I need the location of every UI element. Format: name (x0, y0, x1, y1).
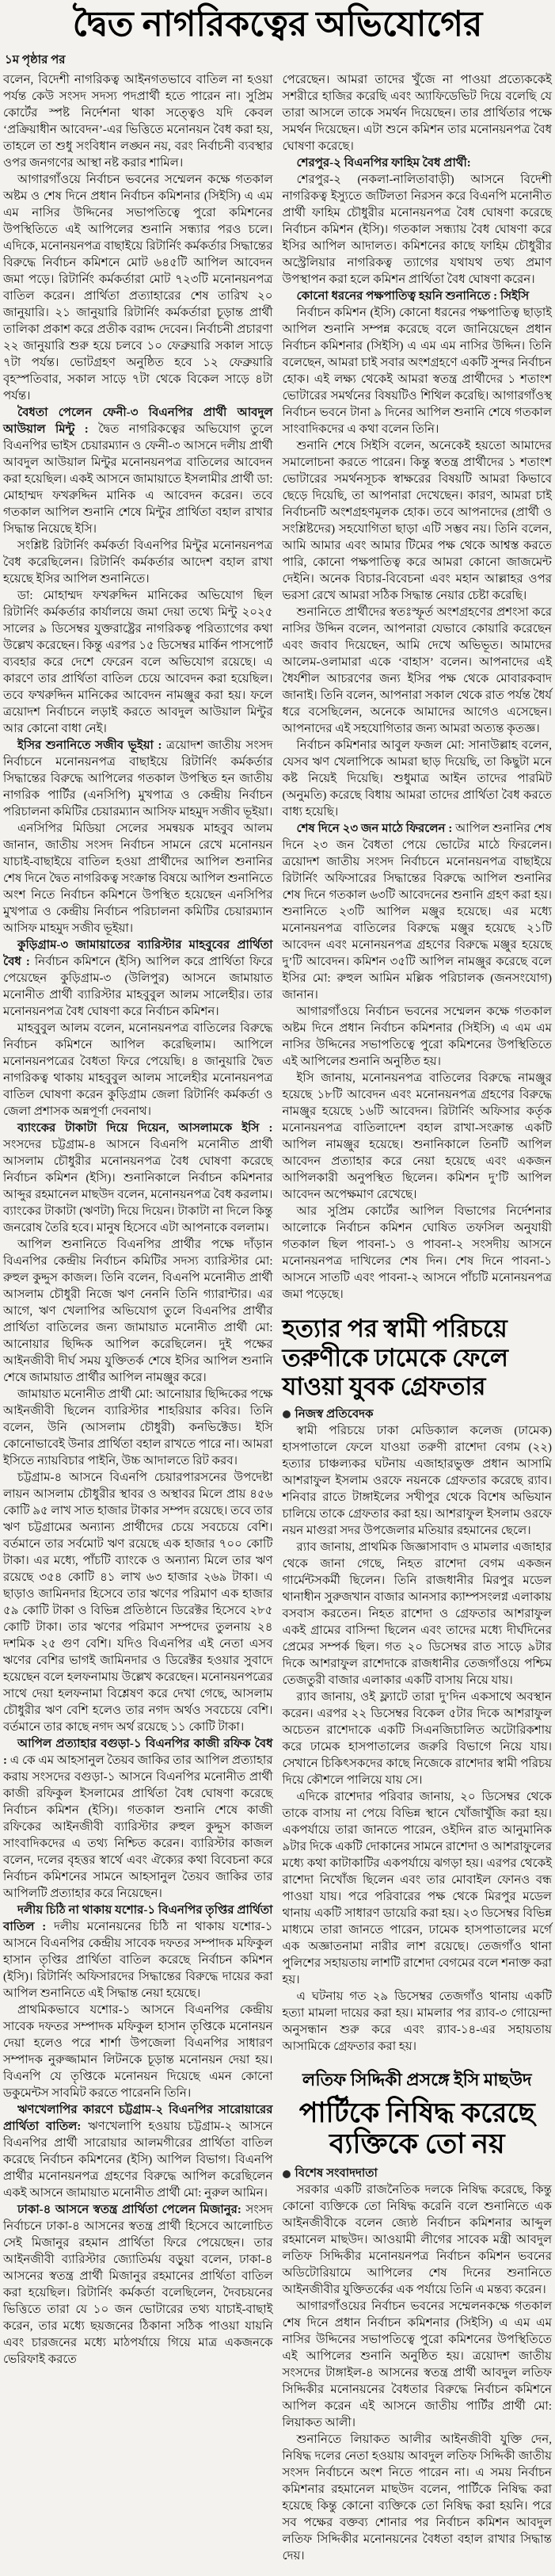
body-paragraph: কুড়িগ্রাম-৩ জামায়াতের ব্যারিস্টার মাহবুবের প্রার্থিতা বৈধ : নির্বাচন কমিশনে (ইসি) আপিল করে প্রার্থিতা ফিরে পেয়েছেন কুড়িগ্রাম-৩ (উলিপুর) আসনে জামায়াত মনোনীত প্রার্থী ব্যারিস্টার মাহবুবুল আলম সালেহীর। তার মনোনয়নপত্র বৈধ ঘোষণা করে নির্বাচন কমিশন। (3, 939, 273, 1019)
body-paragraph: ব্যাংকের টাকাটা দিয়ে দিয়েন, আসলামকে ইসি : সংসদের চট্টগ্রাম-৪ আসনে বিএনপি মনোনীত প্রার্থী আসলাম চৌধুরীর মনোনয়নপত্র বৈধ ঘোষণা করেছে নির্বাচন কমিশন (ইসি)। শুনানিকালে নির্বাচন কমিশনার আব্দুর রহমানেল মাছউদ বলেন, মনোনয়নপত্র বৈধ করলাম। ব্যাংকের টাকাটা (ঋণটা) দিয়ে দিয়েন। টাকাটা না দিলে কিন্তু জনরোষ তৈরি হবে। মানুষ হিসেবে এটা আপনাকে বললাম। (3, 1122, 273, 1235)
body-paragraph: শুনানি শেষে সিইসি বলেন, অনেকেই হয়তো আমাদের সমালোচনা করতে পারেন। কিন্তু স্বতন্ত্র প্রার্থীদের ১ শতাংশ ভোটারের সমর্থনসূচক স্বাক্ষরের বিষয়টি আমরা কিভাবে ছেড়ে দিয়েছি, তা আপনারা দেখেছেন। কারণ, আমরা চাই নির্বাচনটি অংশগ্রহণমূলক হোক। তবে আপনাদের (প্রার্থী ও সংশ্লিষ্টদের) সহযোগিতা ছাড়া এটি সম্ভব নয়। তিনি বলেন, আমি আমার এবং আমার টিমের পক্ষ থেকে আশ্বস্ত করতে পারি, কোনো পক্ষপাতিত্ব করে আমরা কোনো জাজমেন্ট দেইনি। অনেক বিচার-বিবেচনা এবং মহান আল্লাহর ওপর ভরসা রেখে আমরা সঠিক সিদ্ধান্ত নেয়ার চেষ্টা করেছি। (282, 440, 552, 603)
body-paragraph: শেরপুর-২ (নকলা-নালিতাবাড়ী) আসনে বিদেশী নাগরিকত্ব ইস্যুতে জটিলতা নিরসন করে বিএনপি মনোনীত প্রার্থী ফাহিম চৌধুরীর মনোনয়নপত্র বৈধ ঘোষণা করেছে নির্বাচন কমিশন (ইসি)। গতকাল সন্ধ্যায় বৈধ ঘোষণা করে ইসির আপিল আদালত। কমিশনের কাছে ফাহিম চৌধুরীর অস্ট্রেলিয়ার নাগরিকত্ব ত্যাগের যথাযথ তথ্য প্রমাণ উপস্থাপন করা হলে কমিশন প্রার্থিতা বৈধ ঘোষণা করেন। (282, 174, 552, 287)
body-paragraph: র‍্যাব জানায়, ওই ফ্ল্যাটে তারা দু’দিন একসাথে অবস্থান করেন। এরপর ২২ ডিসেম্বর বিকেল ৫টার দিকে আশরাফুল অচেতন রাশেদাকে একটি সিএনজিচালিত অটোরিকশায় করে ঢামেক হাসপাতালের জরুরি বিভাগে নিয়ে যায়। সেখানে চিকিৎসকদের কাছে নিজেকে রাশেদার স্বামী পরিচয় দিয়ে কৌশলে পালিয়ে যায় সে। (282, 1690, 552, 1787)
article2-body (283, 1423, 553, 2055)
byline-bullet-icon (283, 1410, 291, 1418)
body-paragraph: এদিকে রাশেদার পরিবার জানায়, ২০ ডিসেম্বর থেকে তাকে বাসায় না পেয়ে বিভিন্ন স্থানে খোঁজাখুঁজি করা হয়। একপর্যায়ে তারা জানতে পারেন, ওইদিন রাত আনুমানিক ৯টার দিকে একটি দোকানের সামনে রাশেদা ও আশরাফুলের মধ্যে কথা কাটাকাটির একপর্যায়ে ঝগড়া হয়। এরপর থেকেই রাশেদা নিখোঁজ ছিলেন এবং তার মোবাইল ফোনও বন্ধ পাওয়া যায়। পরে পরিবারের পক্ষ থেকে মিরপুর মডেল থানায় একটি সাধারণ ডায়েরি করা হয়। ২৩ ডিসেম্বর বিভিন্ন মাধ্যমে তারা জানতে পারেন, ঢামেক হাসপাতালের মর্গে এক অজ্ঞাতনামা নারীর লাশ রয়েছে। তেজগাঁও থানা পুলিশের সহায়তায় লাশটি রাশেদা বেগমের বলে শনাক্ত করা হয়। (282, 1790, 552, 1986)
body-paragraph: সংশ্লিষ্ট রিটার্নিং কর্মকর্তা বিএনপির মিন্টুর মনোনয়নপত্র বৈধ করেছিলেন। রিটার্নিং কর্মকর্তার আদেশ বহাল রাখা হয়েছে ইসির আপিল শুনানিতে। (3, 540, 273, 586)
paragraph-lead: ঋণখেলাপির কারণে চট্টগ্রাম-২ বিএনপির সারোয়ারের প্রার্থিতা বাতিল: (3, 2104, 273, 2134)
body-paragraph: বলেন, বিদেশী নাগরিকত্ব আইনগতভাবে বাতিল না হওয়া পর্যন্ত কেউ সংসদ সদস্য পদপ্রার্থী হতে পারেন না। সুপ্রিম কোর্টের স্পষ্ট নির্দেশনা থাকা সত্ত্বেও যদি কেবল ‘প্রক্রিয়াধীন আবেদন’-এর ভিত্তিতে মনোনয়ন বৈধ করা হয়, তাহলে তা শুধু সংবিধান লঙ্ঘন নয়, বরং নির্বাচনী ব্যবস্থার ওপর জনগণের আস্থা নষ্ট করার শামিল। (3, 74, 273, 170)
paragraph-lead: কুড়িগ্রাম-৩ জামায়াতের ব্যারিস্টার মাহবুবের প্রার্থিতা বৈধ : (3, 939, 273, 969)
body-paragraph: বৈধতা পেলেন ফেনী-৩ বিএনপির প্রার্থী আবদুল আউয়াল মিন্টু : দ্বৈত নাগরিকত্বের অভিযোগ তুলে বিএনপির ভাইস চেয়ারম্যান ও ফেনী-৩ আসনে দলীয় প্রার্থী আবদুল আউয়াল মিন্টুর মনোনয়নপত্র বাতিলের আবেদন করা হয়েছিল। একই আসনে জামায়াতে ইসলামীর প্রার্থী ডা: মোহাম্মদ ফখরুদ্দিন মানিক এ আবেদন করেন। তবে গতকাল আপিল শুনানি শেষে মিন্টুর প্রার্থিতা বহাল রাখার সিদ্ধান্ত নিয়েছে ইসি। (3, 406, 273, 536)
article3-kicker: লতিফ সিদ্দিকী প্রসঙ্গে ইসি মাছউদ (302, 2069, 532, 2089)
body-paragraph: এ ঘটনায় গত ২৯ ডিসেম্বর তেজগাঁও থানায় একটি হত্যা মামলা দায়ের করা হয়। মামলার পর র‍্যাব-৩ গোয়েন্দা অনুসন্ধান শুরু করে এবং র‍্যাব-১৪-এর সহায়তায় আসামিকে গ্রেফতার করা হয়। (282, 1990, 552, 2053)
article3-byline-label: বিশেষ সংবাদদাতা (295, 2167, 378, 2181)
body-paragraph: র‍্যাব জানায়, প্রাথমিক জিজ্ঞাসাবাদ ও মামলার এজাহার থেকে জানা গেছে, নিহত রাশেদা বেগম একজন গার্মেন্টসকর্মী ছিলেন। তিনি রাজধানীর মিরপুর মডেল থানাধীন সুরুজখান বাজার আনসার ক্যাম্পসংলগ্ন এলাকায় বসবাস করতেন। নিহত রাশেদা ও গ্রেফতার আশরাফুল একই গ্রামের বাসিন্দা ছিলেন এবং তাদের মধ্যে দীর্ঘদিনের প্রেমের সম্পর্ক ছিল। গত ২০ ডিসেম্বর রাত সাড়ে ৯টার দিকে আশরাফুল রাশেদাকে রাজধানীর তেজগাঁওয়ে পশ্চিম তেজতুরী বাজার এলাকার একটি বাসায় নিয়ে যায়। (282, 1540, 552, 1687)
paragraph-lead: ঢাকা-৪ আসনে স্বতন্ত্র প্রার্থিতা পেলেন মিজানুর: (17, 2204, 246, 2217)
body-paragraph: শেষ দিনে ২৩ জন মাঠে ফিরলেন : আপিল শুনানির শেষ দিনে ২৩ জন বৈধতা পেয়ে ভোটের মাঠে ফিরলেন। ত্রয়োদশ জাতীয় সংসদ নির্বাচনে মনোনয়নপত্র বাছাইয়ে রিটার্নিং অফিসারের সিদ্ধান্তের বিরুদ্ধে আপিল শুনানির শেষ দিনে গতকাল ৬৩টি আবেদনের শুনানি গ্রহণ করা হয়। শুনানিতে ২৩টি আপিল মঞ্জুর হয়েছে। এর মধ্যে মনোনয়নপত্র বাতিলের বিরুদ্ধে মঞ্জুর হয়েছে ২১টি আবেদন এবং মনোনয়নপত্র গ্রহণের বিরুদ্ধে মঞ্জুর হয়েছে দু’টি আবেদন। কমিশন ৩৫টি আপিল নামঞ্জুর করেছে বলে ইসির মো: রুহুল আমিন মল্লিক পরিচালক (জনসংযোগ) জানান। (282, 822, 552, 1002)
paragraph-lead: ইসির শুনানিতে সজীব ভূইয়া : (17, 739, 167, 753)
body-paragraph: নির্বাচন কমিশনার আবুল ফজল মো: সানাউল্লাহ বলেন, যেসব ঋণ খেলাপিকে আমরা ছাড় দিয়েছি, তা কিছুটা মনে কষ্ট নিয়েই দিয়েছি। শুধুমাত্র আইন তাদের পারমিট (অনুমতি) করেছে বিধায় আমরা তাদের প্রার্থিতা বৈধ করতে বাধ্য হয়েছি। (282, 739, 553, 819)
two-column-layout (3, 72, 552, 2565)
article1-right-body (283, 72, 553, 1303)
article3 (283, 2067, 553, 2565)
paragraph-lead: ব্যাংকের টাকাটা দিয়ে দিয়েন, আসলামকে ইসি : (17, 1122, 273, 1135)
main-headline: দ্বৈত নাগরিকত্বের অভিযোগের (72, 5, 483, 44)
body-paragraph: এনসিপির মিডিয়া সেলের সমন্বয়ক মাহবুব আলম জানান, জাতীয় সংসদ নির্বাচন সামনে রেখে মনোনয়ন যাচাই-বাছাইয়ে বাতিল হওয়া প্রার্থীদের আপিল শুনানির শেষ দিনে দ্বৈত নাগরিকত্ব সংক্রান্ত বিষয়ে আপিল শুনানিতে অংশ নিতে নির্বাচন কমিশনে উপস্থিত হয়েছেন এনসিপির মুখপাত্র ও কেন্দ্রীয় নির্বাচন পরিচালনা কমিটির চেয়ারম্যান আসিফ মাহমুদ সজীব ভূইয়া। (3, 822, 273, 936)
body-paragraph: শুনানিতে লিয়াকত আলীর আইনজীবী যুক্তি দেন, নিষিদ্ধ দলের নেতা হওয়ায় আবদুল লতিফ সিদ্দিকী জাতীয় সংসদ নির্বাচনে অংশ নিতে পারেন না। এ সময় নির্বাচন কমিশনার রহমানেল মাছউদ বলেন, পার্টিকে নিষিদ্ধ করা হয়েছে কিন্তু কোনো ব্যক্তিকে তো নিষিদ্ধ করা হয়নি। পরে সব পক্ষের বক্তব্য শোনার পর নির্বাচন কমিশন আবদুল লতিফ সিদ্দিকীর মনোনয়নের বৈধতা বহাল রাখার সিদ্ধান্ত দেয়। (282, 2433, 552, 2563)
body-paragraph: ইসির শুনানিতে সজীব ভূইয়া : ত্রয়োদশ জাতীয় সংসদ নির্বাচনে মনোনয়নপত্র বাছাইয়ে রিটার্নিং কর্মকর্তার সিদ্ধান্তের বিরুদ্ধে আপিলের গতকাল উপস্থিত হন জাতীয় নাগরিক পার্টির (এনসিপি) মুখপাত্র ও কেন্দ্রীয় নির্বাচন পরিচালনা কমিটির চেয়ারম্যান আসিফ মাহমুদ সজীব ভূইয়া। (3, 739, 273, 819)
body-paragraph: পেরেছেন। আমরা তাদের খুঁজে না পাওয়া প্রত্যেককেই সশরীরে হাজির করেছি এবং অ্যাফিডেভিট দিয়ে বলেছি যে তারা আসলে তাকে সমর্থন দিয়েছেন। তার প্রার্থিতার পক্ষে সমর্থন দিয়েছেন। এটা শুনে কমিশন তার মনোনয়নপত্র বৈধ ঘোষণা করেছে। (282, 74, 552, 154)
article3-headline-line1: পার্টিকে নিষিদ্ধ করেছে (298, 2097, 535, 2128)
body-paragraph: ঋণখেলাপির কারণে চট্টগ্রাম-২ বিএনপির সারোয়ারের প্রার্থিতা বাতিল: ঋণখেলাপি হওয়ায় চট্টগ্রাম-২ আসনে বিএনপির প্রার্থী সারোয়ার আলমগীরের প্রার্থিতা বাতিল করেছে নির্বাচন কমিশনের (ইসি) আপিল বিভাগ। বিএনপি প্রার্থীর মনোনয়নপত্র গ্রহণের বিরুদ্ধে আপিল করেছিলেন একই আসনে জামায়াত মনোনীত প্রার্থী মো: নুরুল আমিন। (3, 2104, 273, 2200)
article1-left-body (3, 72, 273, 2368)
body-paragraph: ডা: মোহাম্মদ ফখরুদ্দিন মানিকের অভিযোগ ছিল রিটার্নিং কর্মকর্তার কার্যালয়ে জমা দেয়া তথ্যে মিন্টু ২০২৫ সালের ৯ ডিসেম্বর যুক্তরাষ্ট্রের নাগরিকত্ব পরিত্যাগের কথা উল্লেখ করেছেন। কিন্তু এরপর ১৫ ডিসেম্বর মার্কিন পাসপোর্ট ব্যবহার করে দেশে ফেরেন বলে অভিযোগ রয়েছে। এ কারণে তার প্রার্থিতা বাতিল চেয়ে আবেদন করা হয়েছিল। তবে ফখরুদ্দিন মানিকের আবেদন নামঞ্জুর করা হয়। ফলে ত্রয়োদশ নির্বাচনে লড়াই করতে আবদুল আউয়াল মিন্টুর আর কোনো বাধা নেই। (3, 590, 273, 736)
section-subhead: শেরপুর-২ বিএনপির ফাহিম বৈধ প্রার্থী: (296, 157, 471, 170)
paragraph-lead: বৈধতা পেলেন ফেনী-৩ বিএনপির প্রার্থী আবদুল আউয়াল মিন্টু : (3, 406, 273, 437)
body-paragraph: ইসি জানায়, মনোনয়নপত্র বাতিলের বিরুদ্ধে নামঞ্জুর হয়েছে ১৮টি আবেদন এবং মনোনয়নপত্র গ্রহণের বিরুদ্ধে নামঞ্জুর হয়েছে ১৬টি আবেদন। রিটার্নিং অফিসার কর্তৃক মনোনয়নপত্র বাতিলাদেশ বহাল রাখা-সংক্রান্ত একটি আপিল নামঞ্জুর হয়েছে। শুনানিকালে তিনটি আপিল আবেদন প্রত্যাহার করে নেয়া হয়েছে এবং একজন আপিলকারী অনুপস্থিত ছিলেন। কমিশন দু’টি আপিল আবেদন অপেক্ষমাণ রেখেছে। (282, 1072, 552, 1202)
article3-byline (283, 2166, 553, 2182)
section-subhead: কোনো ধরনের পক্ষপাতিত্ব হয়নি শুনানিতে : সিইসি (296, 290, 530, 303)
article2-byline (283, 1406, 553, 1423)
body-paragraph: ঢাকা-৪ আসনে স্বতন্ত্র প্রার্থিতা পেলেন মিজানুর: সংসদ নির্বাচনে ঢাকা-৪ আসনের স্বতন্ত্র প্রার্থী হিসেবে আলোচিত সেই মিজানুর রহমান প্রার্থিতা ফিরে পেয়েছেন। তার আইনজীবী ব্যারিস্টার জ্যোতির্ময় বড়ুয়া বলেন, ঢাকা-৪ আসনের স্বতন্ত্র প্রার্থী মিজানুর রহমানের প্রার্থিতা বাতিল করা হয়েছিল। রিটার্নিং কর্মকর্তা বলেছিলেন, দৈবচয়নের ভিত্তিতে তারা যে ১০ জন ভোটারের তথ্য যাচাই-বাছাই করেন, তার মধ্যে ছয়জনের ঠিকানা সঠিক পাওয়া যায়নি এবং চারজনের মধ্যে মাঠপর্যায়ে গিয়ে মাত্র একজনকে ভেরিফাই করতে (3, 2204, 273, 2367)
body-paragraph: আপিল প্রত্যাহার বগুড়া-১ বিএনপির কাজী রফিক বৈধ : এ কে এম আহসানুল তৈয়ব জাকির তার আপিল প্রত্যাহার করায় সংসদের বগুড়া-১ আসনে বিএনপির মনোনীত প্রার্থী কাজী রফিকুল ইসলামের প্রার্থিতা বৈধ ঘোষণা করেছে নির্বাচন কমিশন (ইসি)। গতকাল শুনানি শেষে কাজী রফিকের আইনজীবী ব্যারিস্টার রুহুল কুদ্দুস কাজল সাংবাদিকদের এ তথ্য নিশ্চিত করেন। ব্যারিস্টার কাজল বলেন, দলের বৃহত্তর স্বার্থে এবং ঐক্যের কথা বিবেচনা করে নির্বাচন কমিশনের সামনে আহসানুল তৈয়ব জাকির তার আপিলটি প্রত্যাহার করে নিয়েছেন। (3, 1738, 273, 1901)
body-paragraph: চট্টগ্রাম-৪ আসনে বিএনপি চেয়ারপারসনের উপদেষ্টা লায়ন আসলাম চৌধুরীর স্থাবর ও অস্থাবর মিলে প্রায় ৪৫৬ কোটি ৯৫ লাখ সাত হাজার টাকার সম্পদ রয়েছে। তবে তার ঋণ চট্টগ্রামের অন্যান্য প্রার্থীদের চেয়ে সবচেয়ে বেশি। বর্তমানে তার সর্বমোট ঋণ রয়েছে এক হাজার ৭০০ কোটি টাকা। এর মধ্যে, পাঁচটি ব্যাংকে ও অন্যান্য মিলে তার ঋণ রয়েছে ৩৫৪ কোটি ৪১ লাখ ৬৩ হাজার ২৬৯ টাকা। এ ছাড়াও জামিনদার হিসেবে তার ঋণের পরিমাণ এক হাজার ৫৯ কোটি টাকা ও বিভিন্ন প্রতিষ্ঠানে ডিরেক্টর হিসেবে ২৮৫ কোটি টাকা। তার ঋণের পরিমাণ সম্পদের তুলনায় ২৪ দশমিক ২৫ গুণ বেশি। যদিও বিএনপির এই নেতা এসব ঋণের বেশির ভাগই জামিনদার ও ডিরেক্টর হওয়ার সুবাদে হয়েছেন বলে হলফনামায় উল্লেখ করেছেন। মনোনয়নপত্রের সাথে দেয়া হলফনামা বিশ্লেষণ করে দেখা গেছে, আসলাম চৌধুরীর ঋণ বেশি হলেও তার নগদ অর্থও সবচেয়ে বেশি। বর্তমানে তার কাছে নগদ অর্থ রয়েছে ১১ কোটি টাকা। (3, 1471, 273, 1735)
body-paragraph: প্রাথমিকভাবে যশোর-১ আসনে বিএনপির কেন্দ্রীয় সাবেক দফতর সম্পাদক মফিকুল হাসান তৃপ্তিকে মনোনয়ন দেয়া হলেও পরে শার্শা উপজেলা বিএনপির সাধারণ সম্পাদক নুরুজ্জামান লিটনকে চূড়ান্ত মনোনয়ন দেয়া হয়। বিএনপি যে তৃপ্তিকে মনোনয়ন দিয়েছে এমন কোনো ডকুমেন্টস সাবমিট করতে পারেননি তিনি। (3, 2004, 273, 2101)
body-paragraph: শুনানিতে প্রার্থীদের স্বতঃস্ফূর্ত অংশগ্রহণের প্রশংসা করে নাসির উদ্দিন বলেন, আপনারা যেভাবে কোয়ারি করেছেন এবং জবাব দিয়েছেন, আমি দেখে অভিভূত। আমাদের আলেম-ওলামারা একে ‘বাহাস’ বলেন। আপনাদের এই ধৈর্যশীল আচরণের জন্য ইসির পক্ষ থেকে মোবারকবাদ জানাই। তিনি বলেন, আপনারা সকাল থেকে রাত পর্যন্ত ধৈর্য ধরে বসেছিলেন, অনেকে আমাদের আগেও এসেছেন। আপনাদের এই সহযোগিতার জন্য আমরা অত্যন্ত কৃতজ্ঞ। (282, 606, 552, 736)
body-paragraph: আগারগাঁওয়ে নির্বাচন ভবনের সম্মেলন কক্ষে গতকাল অষ্টম দিনে প্রধান নির্বাচন কমিশনার (সিইসি) এ এম এম নাসির উদ্দিনের সভাপতিত্বে পুরো কমিশনের উপস্থিতিতে এই আপিলের শুনানি অনুষ্ঠিত হয়। (282, 1006, 552, 1069)
article3-headline (283, 2097, 553, 2159)
right-column (283, 72, 553, 2565)
byline-bullet-icon (283, 2170, 291, 2178)
body-paragraph: নির্বাচন কমিশন (ইসি) কোনো ধরনের পক্ষপাতিত্ব ছাড়াই আপিল শুনানি সম্পন্ন করেছে বলে জানিয়েছেন প্রধান নির্বাচন কমিশনার (সিইসি) এ এম এম নাসির উদ্দিন। তিনি বলেছেন, আমরা চাই সবার অংশগ্রহণে একটি সুন্দর নির্বাচন হোক। এই লক্ষ্য থেকেই আমরা স্বতন্ত্র প্রার্থীদের ১ শতাংশ ভোটারের সমর্থনের বিষয়টিও শিথিল করেছি। আগারগাঁওস্থ নির্বাচন ভবনে টানা ৯ দিনের আপিল শুনানি শেষে গতকাল সাংবাদিকদের এ কথা বলেন তিনি। (282, 307, 552, 437)
body-paragraph: স্বামী পরিচয়ে ঢাকা মেডিক্যাল কলেজ (ঢামেক) হাসপাতালে ফেলে যাওয়া তরুণী রাশেদা বেগম (২২) হত্যার চাঞ্চল্যকর ঘটনায় এজাহারভুক্ত প্রধান আসামি আশরাফুল ইসলাম ওরফে নয়নকে গ্রেফতার করেছে র‍্যাব। শনিবার রাতে টাঙ্গাইলের সখীপুর থেকে বিশেষ অভিযান চালিয়ে তাকে গ্রেফতার করা হয়। আশরাফুল ইসলাম ওরফে নয়ন মাগুরা সদর উপজেলার মতিয়ার রহমানের ছেলে। (282, 1424, 552, 1537)
paragraph-lead: শেষ দিনে ২৩ জন মাঠে ফিরলেন : (296, 822, 456, 836)
article2-headline: হত্যার পর স্বামী পরিচয়ে তরুণীকে ঢামেকে ফেলে যাওয়া যুবক গ্রেফতার (282, 1315, 508, 1401)
paragraph-lead: দলীয় চিঠি না থাকায় যশোর-১ বিএনপির তৃপ্তির প্রার্থিতা বাতিল : (3, 1904, 273, 1934)
body-paragraph: সরকার একটি রাজনৈতিক দলকে নিষিদ্ধ করেছে, কিন্তু কোনো ব্যক্তিকে তো নিষিদ্ধ করেনি বলে শুনানিতে এক আইনজীবীকে বলেন জ্যেষ্ঠ নির্বাচন কমিশনার আব্দুল রহমানেল মাছউদ। আওয়ামী লীগের সাবেক মন্ত্রী আবদুল লতিফ সিদ্দিকীর মনোনয়নপত্র নির্বাচন কমিশন ভবনের অডিটোরিয়ামে আপিলের শেষ দিনের শুনানিতে আইনজীবীর যুক্তিতর্কের এক পর্যায়ে তিনি এ মন্তব্য করেন। (282, 2184, 552, 2297)
left-column (3, 72, 273, 2565)
article3-body (283, 2182, 553, 2565)
continuation-note: ১ম পৃষ্ঠার পর (5, 54, 66, 67)
body-paragraph: মাহবুবুল আলম বলেন, মনোনয়নপত্র বাতিলের বিরুদ্ধে নির্বাচন কমিশনে আপিল করেছিলাম। আপিলে মনোনয়নপত্রের বৈধতা ফিরে পেয়েছি। ৪ জানুয়ারি দ্বৈত নাগরিকত্ব থাকায় মাহবুবুল আলম সালেহীর মনোনয়নপত্র বাতিল ঘোষণা করেন কুড়িগ্রাম জেলা রিটার্নিং কর্মকর্তা ও জেলা প্রশাসক অন্নপূর্ণা দেবনাথ। (3, 1022, 273, 1119)
body-paragraph: আগারগাঁওয়ে নির্বাচন ভবনের সম্মেলন কক্ষে গতকাল অষ্টম ও শেষ দিনে প্রধান নির্বাচন কমিশনার (সিইসি) এ এম এম নাসির উদ্দিনের সভাপতিত্বে পুরো কমিশনের উপস্থিতিতে এই আপিলের শুনানি সন্ধ্যার পরও চলে। এদিকে, মনোনয়নপত্র বাছাইয়ে রিটার্নিং কর্মকর্তার সিদ্ধান্তের বিরুদ্ধে নির্বাচন কমিশনে মোট ৬৪৫টি আপিল আবেদন জমা পড়ে। রিটার্নিং কর্মকর্তারা মোট ৭২৩টি মনোনয়নপত্র বাতিল করেন। প্রার্থিতা প্রত্যাহারের শেষ তারিখ ২০ জানুয়ারি। ২১ জানুয়ারি রিটার্নিং কর্মকর্তারা চূড়ান্ত প্রার্থী তালিকা প্রকাশ করে প্রতীক বরাদ্দ দেবেন। নির্বাচনী প্রচারণা ২২ জানুয়ারি শুরু হয়ে চলবে ১০ ফেব্রুয়ারি সকাল সাড়ে ৭টা পর্যন্ত। ভোটগ্রহণ অনুষ্ঠিত হবে ১২ ফেব্রুয়ারি বৃহস্পতিবার, সকাল সাড়ে ৭টা থেকে বিকেল সাড়ে ৪টা পর্যন্ত। (3, 174, 273, 403)
body-paragraph: আর সুপ্রিম কোর্টের আপিল বিভাগের নির্দেশনার আলোকে নির্বাচন কমিশন ঘোষিত তফসিল অনুযায়ী গতকাল ছিল পাবনা-১ ও পাবনা-২ সংসদীয় আসনে মনোনয়নপত্র দাখিলের শেষ দিন। শেষ দিনে পাবনা-১ আসনে সাতটি এবং পাবনা-২ আসনে পাঁচটি মনোনয়নপত্র জমা পড়েছে। (282, 1205, 552, 1302)
article2-byline-label: নিজস্ব প্রতিবেদক (295, 1407, 374, 1421)
article2 (283, 1315, 553, 2055)
paragraph-lead: আপিল প্রত্যাহার বগুড়া-১ বিএনপির কাজী রফিক বৈধ : (3, 1738, 273, 1768)
article3-headline-line2: ব্যক্তিকে তো নয় (329, 2128, 505, 2160)
body-paragraph: আপিল শুনানিতে বিএনপির প্রার্থীর পক্ষে দাঁড়ান বিএনপির কেন্দ্রীয় নির্বাচন কমিটির সদস্য ব্যারিস্টার মো: রুহুল কুদ্দুস কাজল। তিনি বলেন, বিএনপি মনোনীত প্রার্থী আসলাম চৌধুরী নিজে ঋণ নেননি তিনি গ্যারান্টার। এর আগে, ঋণ খেলাপির অভিযোগ তুলে বিএনপির প্রার্থীর প্রার্থিতা বাতিলের জন্য জামায়াত মনোনীত প্রার্থী মো: আনোয়ার ছিদ্দিক আপিল করেছিলেন। দুই পক্ষের আইনজীবী দীর্ঘ সময় যুক্তিতর্ক শেষে ইসির আপিল শুনানি শেষে জামায়াত প্রার্থীর আপিল নামঞ্জুর করে। (3, 1238, 273, 1385)
body-paragraph: জামায়াত মনোনীত প্রার্থী মো: আনোয়ার ছিদ্দিকের পক্ষে আইনজীবী ছিলেন ব্যারিস্টার শাহরিয়ার কবির। তিনি বলেন, উনি (আসলাম চৌধুরী) কনভিক্টেড। ইসি কোনোভাবেই উনার প্রার্থিতা বহাল রাখতে পারে না। আমরা ইসিতে ন্যায়বিচার পাইনি, উচ্চ আদালতে রিট করব। (3, 1388, 273, 1468)
body-paragraph: আগারগাঁওয়ের নির্বাচন ভবনের সম্মেলনকক্ষে গতকাল শেষ দিনে প্রধান নির্বাচন কমিশনার (সিইসি) এ এম এম নাসির উদ্দিনের সভাপতিত্বে পুরো কমিশনের উপস্থিতিতে এই আপিলের শুনানি অনুষ্ঠিত হয়। ত্রয়োদশ জাতীয় সংসদের টাঙ্গাইল-৪ আসনের স্বতন্ত্র প্রার্থী আবদুল লতিফ সিদ্দিকীর মনোনয়নের বৈধতার বিরুদ্ধে নির্বাচন কমিশনে আপিল করেন এই আসনে জাতীয় পার্টির প্রার্থী মো: লিয়াকত আলী। (282, 2300, 552, 2430)
body-paragraph: দলীয় চিঠি না থাকায় যশোর-১ বিএনপির তৃপ্তির প্রার্থিতা বাতিল : দলীয় মনোনয়নের চিঠি না থাকায় যশোর-১ আসনে বিএনপির কেন্দ্রীয় সাবেক দফতর সম্পাদক মফিকুল হাসান তৃপ্তির প্রার্থিতা বাতিল করেছে নির্বাচন কমিশন (ইসি)। রিটার্নিং অফিসারদের সিদ্ধান্তের বিরুদ্ধে দায়ের করা আপিল শুনানিতে এই সিদ্ধান্ত নেয়া হয়েছে। (3, 1904, 273, 2001)
